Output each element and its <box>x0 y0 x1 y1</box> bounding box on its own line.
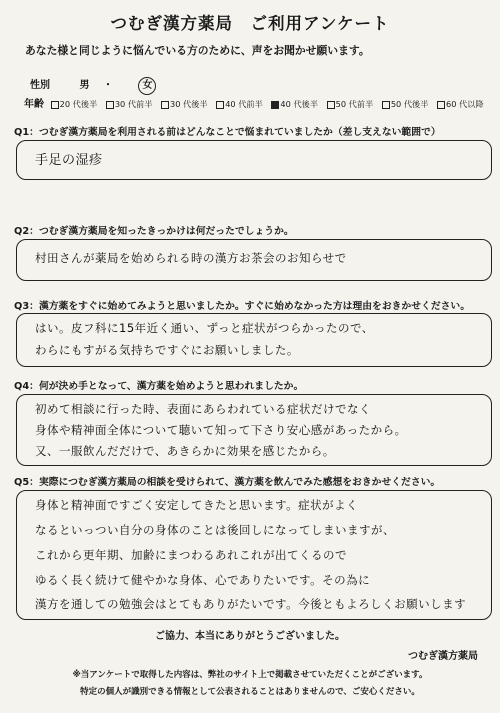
age-label: 年齢 <box>24 99 44 110</box>
dot-separator: ・ <box>102 80 113 91</box>
age-option-selected[interactable]: 40 代後半 <box>271 99 318 109</box>
q5-answer-box[interactable] <box>16 490 492 620</box>
gender-option-female-circled[interactable]: 女 <box>138 77 156 95</box>
q1-answer-box[interactable] <box>16 140 492 180</box>
gender-label: 性別 <box>30 80 50 91</box>
q4-answer-line: 又、一服飲んだだけで、あきらかに効果を感じたから。 <box>35 444 335 458</box>
q5-answer-line: なるといっつい自分の身体のことは後回しになってしまいますが、 <box>35 523 395 537</box>
age-option[interactable]: 20 代後半 <box>51 99 98 109</box>
gender-option-male[interactable]: 男 <box>79 80 90 91</box>
checkbox-icon[interactable] <box>327 101 335 109</box>
thanks-text: ご協力、本当にありがとうございました。 <box>155 631 345 642</box>
intro-text: あなた様と同じように悩んでいる方のために、声をお聞かせ願います。 <box>25 44 370 57</box>
age-option[interactable]: 50 代後半 <box>382 99 429 109</box>
checkbox-icon[interactable] <box>51 101 59 109</box>
checkbox-icon[interactable] <box>382 101 390 109</box>
checkbox-icon[interactable] <box>106 101 114 109</box>
q5-answer-line: ゆるく長く続けて健やかな身体、心でありたいです。その為に <box>35 573 371 587</box>
q1-answer-text: 手足の湿疹 <box>35 153 103 168</box>
age-option[interactable]: 40 代前半 <box>216 99 263 109</box>
age-row <box>24 95 490 110</box>
page-title: つむぎ漢方薬局 ご利用アンケート <box>110 14 390 33</box>
age-option[interactable]: 50 代前半 <box>327 99 374 109</box>
q2-question: Q2：つむぎ漢方薬局を知ったきっかけは何だったでしょうか。 <box>14 226 294 237</box>
q3-question: Q3：漢方薬をすぐに始めてみようと思いましたか。すぐに始めなかった方は理由をおきかせください。 <box>14 301 471 312</box>
q4-answer-box[interactable] <box>16 394 492 466</box>
age-option[interactable]: 60 代以降 <box>437 99 484 109</box>
gender-row <box>30 76 156 95</box>
q5-question: Q5：実際につむぎ漢方薬局の相談を受けられて、漢方薬を飲んでみた感想をおきかせください。 <box>14 477 441 488</box>
q5-answer-line: 漢方を通しての勉強会はとてもありがたいです。今後ともよろしくお願いします <box>35 597 467 611</box>
checkbox-icon[interactable] <box>216 101 224 109</box>
privacy-note-2: 特定の個人が識別できる情報として公表されることはありませんので、ご安心ください。 <box>80 687 420 697</box>
q1-question: Q1：つむぎ漢方薬局を利用される前はどんなことで悩まれていましたか（差し支えない範囲で） <box>14 127 441 138</box>
q4-answer-line: 身体や精神面全体について聴いて知って下さり安心感があったから。 <box>35 423 407 437</box>
organization-name: つむぎ漢方薬局 <box>408 651 478 662</box>
checkbox-icon[interactable] <box>437 101 445 109</box>
age-option[interactable]: 30 代前半 <box>106 99 153 109</box>
checkbox-icon[interactable] <box>161 101 169 109</box>
q3-answer-line: はい。皮フ科に15年近く通い、ずっと症状がつらかったので、 <box>35 321 374 335</box>
q3-answer-line: わらにもすがる気持ちですぐにお願いしました。 <box>35 343 299 357</box>
q4-question: Q4：何が決め手となって、漢方薬を始めようと思われましたか。 <box>14 381 304 392</box>
q2-answer-box[interactable] <box>16 239 492 281</box>
q5-answer-line: 身体と精神面ですごく安定してきたと思います。症状がよく <box>35 498 359 512</box>
q5-answer-line: これから更年期、加齢にまつわるあれこれが出てくるので <box>35 548 347 562</box>
privacy-note-1: ※当アンケートで取得した内容は、弊社のサイト上で掲載させていただくことがございます。 <box>72 670 428 680</box>
q2-answer-text: 村田さんが薬局を始められる時の漢方お茶会のお知らせで <box>35 251 347 265</box>
age-option[interactable]: 30 代後半 <box>161 99 208 109</box>
q4-answer-line: 初めて相談に行った時、表面にあらわれている症状だけでなく <box>35 402 371 416</box>
checkbox-checked-icon[interactable] <box>271 101 279 109</box>
q3-answer-box[interactable] <box>16 313 492 367</box>
